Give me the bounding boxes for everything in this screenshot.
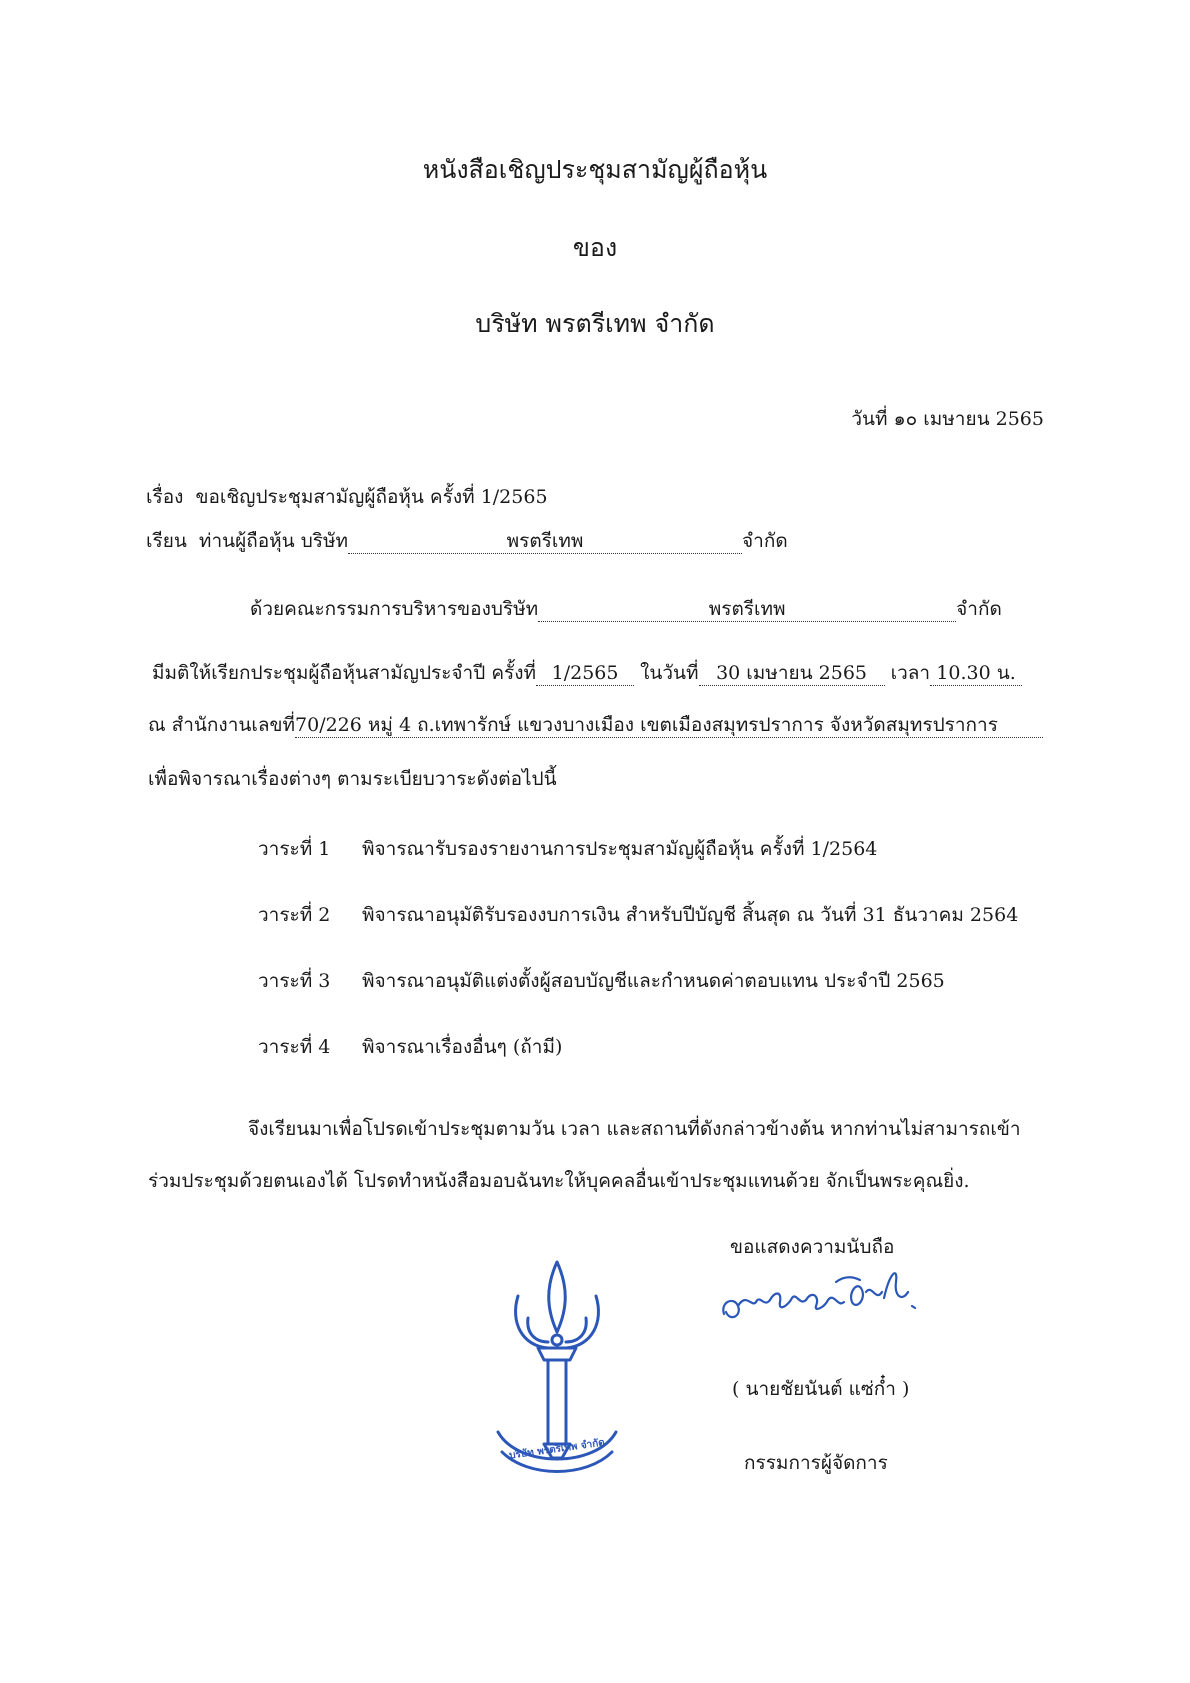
agenda-item [258, 900, 1018, 930]
agenda-no: วาระที่ 2 [258, 904, 331, 926]
addressee-label: เรียน [146, 530, 187, 552]
agenda-no: วาระที่ 4 [258, 1036, 331, 1058]
signer-name: ( นายชัยนันต์ แซ่ก๋ำ ) [732, 1378, 910, 1400]
letter-title: หนังสือเชิญประชุมสามัญผู้ถือหุ้น [422, 155, 768, 184]
letter-date: วันที่ ๑๐ เมษายน 2565 [851, 408, 1044, 430]
handwritten-signature [716, 1262, 930, 1332]
address-fill: 70/226 หมู่ 4 ถ.เทพารักษ์ แขวงบางเมือง เขตเมืองสมุทรปราการ จังหวัดสมุทรปราการ [295, 715, 1043, 738]
subject-label: เรื่อง [146, 486, 184, 508]
on-date-label: ในวันที่ [640, 662, 699, 684]
agenda-text: พิจารณาเรื่องอื่นๆ (ถ้ามี) [362, 1036, 563, 1058]
agenda-text: พิจารณาอนุมัติรับรองงบการเงิน สำหรับปีบัญชี สิ้นสุด ณ วันที่ 31 ธันวาคม 2564 [362, 904, 1019, 926]
agenda-text: พิจารณาอนุมัติแต่งตั้งผู้สอบบัญชีและกำหนดค่าตอบแทน ประจำปี 2565 [362, 970, 945, 992]
body-company-fill: พรตรีเทพ [538, 599, 956, 622]
agenda-no: วาระที่ 3 [258, 970, 331, 992]
agenda-no: วาระที่ 1 [258, 838, 331, 860]
signer-position: กรรมการผู้จัดการ [744, 1452, 888, 1474]
regards-text: ขอแสดงความนับถือ [730, 1236, 895, 1258]
signature-scribble [716, 1262, 930, 1332]
meeting-no-fill: 1/2565 [536, 663, 634, 686]
body-line-1 [250, 594, 1002, 624]
body-l2-prefix: มีมติให้เรียกประชุมผู้ถือหุ้นสามัญประจำปี ครั้งที่ [152, 662, 537, 684]
body-l3-prefix: ณ สำนักงานเลขที่ [148, 714, 296, 736]
body-line-4: เพื่อพิจารณาเรื่องต่างๆ ตามระเบียบวาระดังต่อไปนี้ [148, 768, 557, 790]
subject-line [146, 482, 548, 512]
addressee-company-fill: พรตรีเทพ [348, 531, 742, 554]
addressee-suffix: จำกัด [742, 530, 788, 552]
meeting-date-fill: 30 เมษายน 2565 [699, 663, 885, 686]
body-l1-prefix: ด้วยคณะกรรมการบริหารของบริษัท [250, 598, 539, 620]
body-line-3 [148, 710, 1043, 740]
body-l1-suffix: จำกัด [956, 598, 1002, 620]
body-line-2 [152, 658, 1022, 688]
agenda-item [258, 834, 877, 864]
addressee-line [146, 526, 788, 556]
agenda-item [258, 1032, 562, 1062]
closing-line-2: ร่วมประชุมด้วยตนเองได้ โปรดทำหนังสือมอบฉันทะให้บุคคลอื่นเข้าประชุมแทนด้วย จักเป็นพระคุณยิ่ง. [148, 1170, 970, 1192]
closing-line-1: จึงเรียนมาเพื่อโปรดเข้าประชุมตามวัน เวลา และสถานที่ดังกล่าวข้างต้น หากท่านไม่สามารถเข้า [248, 1118, 1021, 1140]
time-label: เวลา [890, 662, 931, 684]
addressee-prefix: ท่านผู้ถือหุ้น บริษัท [198, 530, 349, 552]
seal-ring-text: บริษัท พรตรีเทพ จำกัด [508, 1437, 606, 1462]
agenda-item [258, 966, 945, 996]
subject-text: ขอเชิญประชุมสามัญผู้ถือหุ้น ครั้งที่ 1/2565 [195, 486, 548, 508]
agenda-text: พิจารณารับรองรายงานการประชุมสามัญผู้ถือหุ้น ครั้งที่ 1/2564 [362, 838, 878, 860]
letter-of: ของ [572, 233, 618, 262]
company-seal [488, 1256, 626, 1474]
company-name: บริษัท พรตรีเทพ จำกัด [475, 309, 715, 338]
meeting-time-fill: 10.30 น. [930, 663, 1022, 686]
